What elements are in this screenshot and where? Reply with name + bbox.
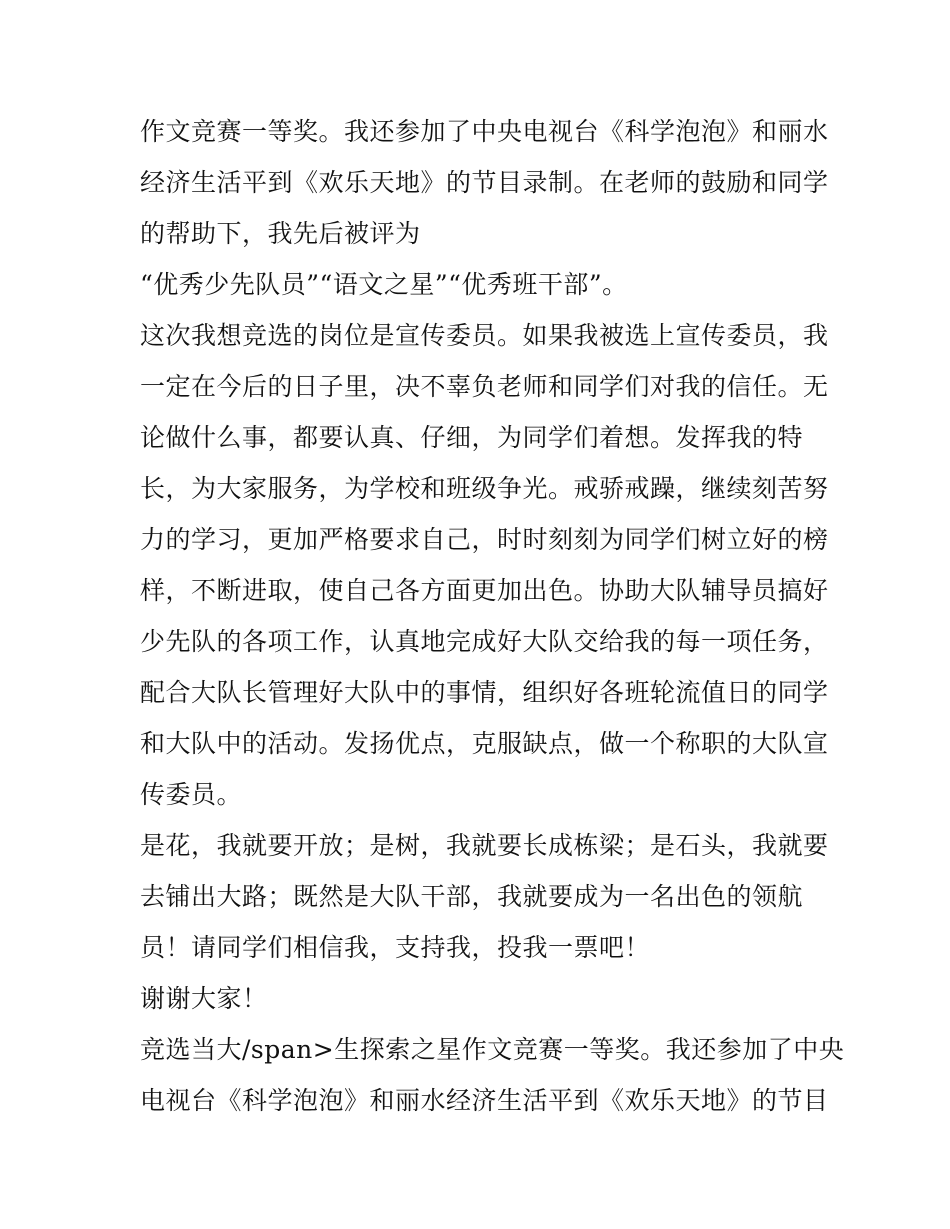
text-line: 样，不断进取，使自己各方面更加出色。协助大队辅导员搞好 [140,576,829,605]
text-line: 作文竞赛一等奖。我还参加了中央电视台《科学泡泡》和丽水 [140,117,829,146]
text-line: 是花，我就要开放；是树，我就要长成栋梁；是石头，我就要 [140,831,829,860]
text-line: 去铺出大路；既然是大队干部，我就要成为一名出色的领航 [140,882,804,911]
text-line: 配合大队长管理好大队中的事情，组织好各班轮流值日的同学 [140,678,829,707]
text-line: 力的学习，更加严格要求自己，时时刻刻为同学们树立好的榜 [140,525,829,554]
text-line: “优秀少先队员”“语文之星”“优秀班干部”。 [140,270,628,299]
text-line: 和大队中的活动。发扬优点，克服缺点，做一个称职的大队宣 [140,729,829,758]
document-body [140,106,845,1126]
text-line: 传委员。 [140,780,243,809]
text-line: 一定在今后的日子里，决不辜负老师和同学们对我的信任。无 [140,372,829,401]
text-line: 谢谢大家！ [140,984,268,1013]
text-line: 员！请同学们相信我，支持我，投我一票吧！ [140,933,651,962]
text-line: 的帮助下，我先后被评为 [140,219,421,248]
text-line: 这次我想竞选的岗位是宣传委员。如果我被选上宣传委员，我 [140,321,829,350]
text-line: 经济生活平到《欢乐天地》的节目录制。在老师的鼓励和同学 [140,168,829,197]
text-line: 少先队的各项工作，认真地完成好大队交给我的每一项任务， [140,627,829,656]
text-line: 长，为大家服务，为学校和班级争光。戒骄戒躁，继续刻苦努 [140,474,829,503]
text-line: 电视台《科学泡泡》和丽水经济生活平到《欢乐天地》的节目 [140,1086,829,1115]
text-line: 竞选当大/span>生探索之星作文竞赛一等奖。我还参加了中央 [140,1035,845,1064]
text-line: 论做什么事，都要认真、仔细，为同学们着想。发挥我的特 [140,423,804,452]
